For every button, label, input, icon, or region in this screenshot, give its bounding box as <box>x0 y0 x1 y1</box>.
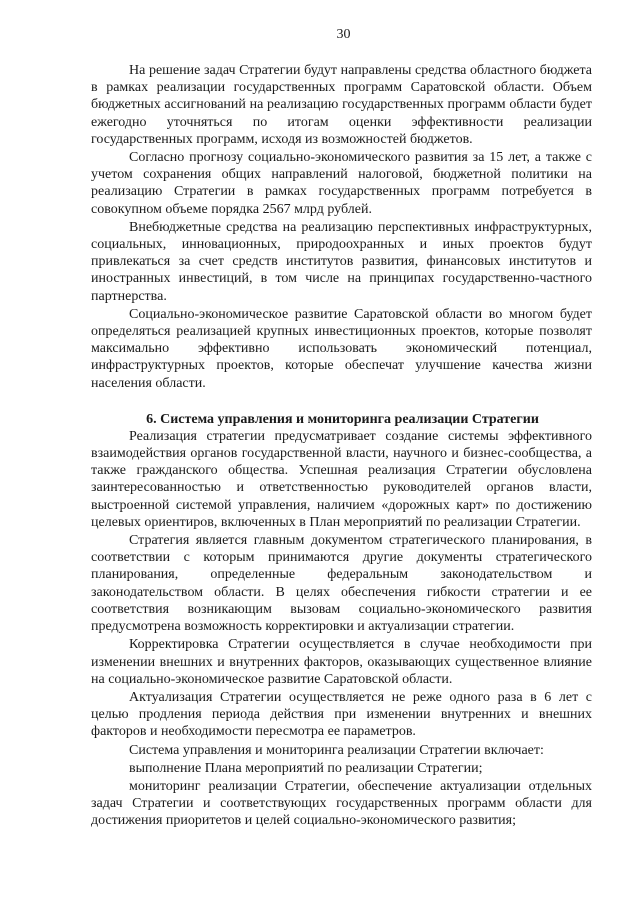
list-item-monitoring: мониторинг реализации Стратегии, обеспечение актуализации отдельных задач Стратегии и соответствующих государственных программ области для достижения приоритетов и целей социально-экономического развития; <box>91 778 592 829</box>
paragraph-extrabudgetary: Внебюджетные средства на реализацию перспективных инфраструктурных, социальных, инновационных, природоохранных и иных проектов будут привлекаться за счет средств институтов развития, финансовых институтов и иностранных инвестиций, в том числе на принципах государственно-частного партнерства. <box>91 219 592 304</box>
section-heading: 6. Система управления и мониторинга реализации Стратегии <box>146 411 539 427</box>
paragraph-actualization: Актуализация Стратегии осуществляется не реже одного раза в 6 лет с целью продления периода действия при изменении внутренних и внешних факторов и необходимости пересмотра ее параметров. <box>91 689 592 740</box>
paragraph-system-includes: Система управления и мониторинга реализации Стратегии включает: <box>129 742 544 758</box>
paragraph-forecast: Согласно прогнозу социально-экономического развития за 15 лет, а также с учетом сохранения общих направлений налоговой, бюджетной политики на реализацию Стратегии в рамках государственных программ потребуется в совокупном объеме порядка 2567 млрд рублей. <box>91 150 592 217</box>
list-item-plan-execution: выполнение Плана мероприятий по реализации Стратегии; <box>129 760 483 776</box>
paragraph-implementation: Реализация стратегии предусматривает создание системы эффективного взаимодействия органов государственной власти, научного и бизнес-сообщества, а также гражданского общества. Успешная реализация Стратегии обусловлена заинтересованностью и ответственностью руководителей органов власти, выстроенной системой управления, наличием «дорожных карт» по достижению целевых ориентиров, включенных в План мероприятий по реализации Стратегии. <box>91 428 592 530</box>
paragraph-strategy-main-document: Стратегия является главным документом стратегического планирования, в соответствии с которым принимаются другие документы стратегического планирования, определенные федеральным законодательством и законодательством области. В целях обеспечения гибкости стратегии и ее соответствия возникающим вызовам социально-экономического развития предусмотрена возможность корректировки и актуализации стратегии. <box>91 533 592 635</box>
page-number: 30 <box>336 27 351 42</box>
paragraph-correction: Корректировка Стратегии осуществляется в случае необходимости при изменении внешних и внутренних факторов, оказывающих существенное влияние на социально-экономическое развитие Саратовской области. <box>91 637 592 687</box>
paragraph-development: Социально-экономическое развитие Саратовской области во многом будет определяться реализацией крупных инвестиционных проектов, которые позволят максимально эффективно использовать экономический потенциал, инфраструктурных проектов, которые обеспечат улучшение качества жизни населения области. <box>91 306 592 391</box>
paragraph-budget-funding: На решение задач Стратегии будут направлены средства областного бюджета в рамках реализации государственных программ Саратовской области. Объем бюджетных ассигнований на реализацию государственных программ области будет ежегодно уточняться по итогам оценки эффективности реализации государственных программ, исходя из возможностей бюджетов. <box>91 63 592 147</box>
